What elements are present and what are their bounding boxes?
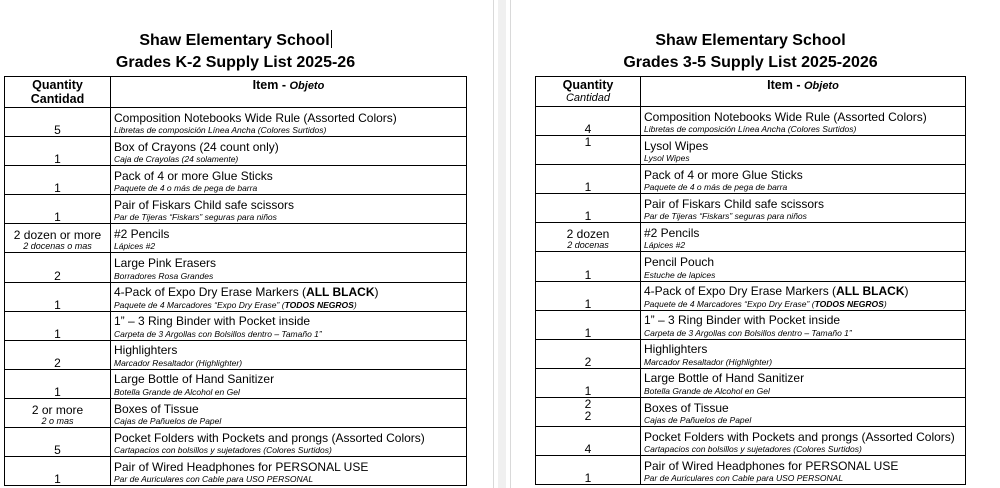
table-row (5, 428, 467, 457)
quantity-value: 1 (584, 296, 592, 311)
item-cell (641, 194, 966, 223)
quantity-value: 4 (584, 122, 592, 137)
item-name-es: Carpeta de 3 Argollas con Bolsillos dentro – Tamaño 1” (644, 327, 852, 338)
table-row (536, 310, 966, 339)
quantity-cell (5, 253, 111, 282)
item-cell (111, 108, 467, 137)
table-row (536, 281, 966, 310)
item-cell (641, 310, 966, 339)
item-name: 1” – 3 Ring Binder with Pocket inside (114, 315, 311, 329)
item-name: Lysol Wipes (644, 139, 709, 153)
item-name: Highlighters (114, 344, 178, 358)
quantity-cell (5, 195, 111, 224)
table-row (536, 107, 966, 136)
table-row (5, 166, 467, 195)
item-name-es: Botella Grande de Alcohol en Gel (644, 385, 770, 396)
item-cell (111, 311, 467, 340)
item-name-es: Cajas de Pañuelos de Papel (644, 415, 752, 426)
supply-list-k2 (4, 30, 467, 486)
list-title: Grades 3-5 Supply List 2025-2026 (623, 54, 878, 71)
quantity-cell (536, 339, 641, 368)
item-name: Pack of 4 or more Glue Sticks (644, 168, 803, 182)
supply-table (4, 76, 467, 486)
item-name: Pencil Pouch (644, 256, 715, 270)
quantity-value: 1 (584, 267, 592, 282)
quantity-cell (5, 398, 111, 427)
item-cell (641, 427, 966, 456)
item-name-es: Par de Tijeras “Fiskars” seguras para niños (114, 212, 277, 223)
item-name: Pocket Folders with Pockets and prongs (Assorted Colors) (644, 430, 955, 444)
quantity-value: 1 (54, 181, 61, 196)
item-cell (111, 457, 467, 486)
item-name-es: Paquete de 4 o más de pega de barra (644, 182, 788, 193)
quantity-value: 2 or more (31, 403, 84, 418)
item-name: Pair of Fiskars Child safe scissors (644, 197, 825, 211)
item-cell (111, 369, 467, 398)
item-name: 1” – 3 Ring Binder with Pocket inside (644, 314, 841, 328)
school-title: Shaw Elementary School (139, 32, 330, 49)
item-cell (641, 223, 966, 252)
quantity-cell (5, 224, 111, 253)
table-row (536, 427, 966, 456)
quantity-cell (536, 165, 641, 194)
item-name-es: Par de Tijeras “Fiskars” seguras para niños (644, 211, 807, 222)
table-row (536, 339, 966, 368)
item-name: 4-Pack of Expo Dry Erase Markers (ALL BLACK) (644, 285, 909, 299)
item-name-es: Paquete de 4 o más de pega de barra (114, 183, 258, 194)
item-name: Large Pink Erasers (114, 257, 217, 271)
item-name: Boxes of Tissue (114, 402, 199, 416)
item-name: Pair of Wired Headphones for PERSONAL USE (644, 459, 899, 473)
quantity-value: 1 (54, 384, 61, 399)
item-name: Pocket Folders with Pockets and prongs (Assorted Colors) (114, 431, 425, 445)
item-cell (111, 340, 467, 369)
item-cell (641, 136, 966, 165)
table-row (536, 223, 966, 252)
quantity-cell (5, 108, 111, 137)
quantity-cell (5, 166, 111, 195)
quantity-value: 2 dozen or more (13, 228, 102, 243)
quantity-value: 1 (54, 210, 61, 225)
item-cell (111, 428, 467, 457)
item-name: Box of Crayons (24 count only) (114, 140, 279, 154)
item-name: Boxes of Tissue (644, 401, 729, 415)
item-name-es: Par de Auriculares con Cable para USO PERSONAL (644, 473, 844, 484)
text-cursor (331, 30, 332, 48)
item-name-es: Marcador Resaltador (Highlighter) (114, 357, 243, 368)
table-row (5, 108, 467, 137)
item-name: Large Bottle of Hand Sanitizer (644, 372, 805, 386)
quantity-cell (536, 194, 641, 223)
quantity-header: Quantity Cantidad (536, 77, 641, 107)
quantity-value-es: 2 docenas (567, 240, 609, 251)
item-name-es: Caja de Crayolas (24 solamente) (114, 154, 239, 165)
item-name-es: Cartapacios con bolsillos y sujetadores (Colores Surtidos) (114, 445, 332, 456)
quantity-value: 1 (584, 325, 592, 340)
item-name-es: Paquete de 4 Marcadores “Expo Dry Erase” (TODOS NEGROS) (644, 298, 887, 309)
quantity-value: 4 (584, 442, 592, 457)
table-row (5, 457, 467, 486)
item-name-es: Par de Auriculares con Cable para USO PERSONAL (114, 474, 314, 485)
quantity-cell (536, 456, 641, 485)
item-name: Large Bottle of Hand Sanitizer (114, 373, 275, 387)
quantity-cell (5, 428, 111, 457)
quantity-value: 2 dozen (566, 227, 610, 242)
supply-rows (536, 107, 966, 485)
item-cell (111, 253, 467, 282)
table-row (536, 165, 966, 194)
table-row (536, 252, 966, 281)
item-name: Composition Notebooks Wide Rule (Assorted Colors) (644, 110, 927, 124)
quantity-cell (5, 340, 111, 369)
quantity-cell (536, 136, 641, 165)
item-cell (641, 397, 966, 426)
table-row (5, 282, 467, 311)
table-row (536, 194, 966, 223)
table-row (536, 136, 966, 165)
table-row (5, 137, 467, 166)
item-name-es: Paquete de 4 Marcadores “Expo Dry Erase” (TODOS NEGROS) (114, 299, 357, 310)
item-name: Pack of 4 or more Glue Sticks (114, 169, 273, 183)
table-row (536, 368, 966, 397)
item-name: Composition Notebooks Wide Rule (Assorted Colors) (114, 111, 397, 125)
quantity-value: 5 (54, 123, 61, 138)
supply-rows (5, 108, 467, 486)
item-cell (641, 368, 966, 397)
quantity-cell (536, 397, 641, 426)
item-name-es: Borradores Rosa Grandes (114, 270, 214, 281)
quantity-header: Quantity Cantidad (5, 77, 111, 108)
item-name-es: Libretas de composición Línea Ancha (Colores Surtidos) (644, 124, 857, 135)
item-name-es: Lysol Wipes (644, 153, 690, 164)
quantity-cell (536, 368, 641, 397)
item-cell (641, 252, 966, 281)
item-name-es: Cajas de Pañuelos de Papel (114, 416, 222, 427)
table-row (5, 369, 467, 398)
quantity-value-es: 2 o mas (41, 416, 74, 427)
quantity-value: 1 (584, 180, 592, 195)
quantity-value-es: 2 docenas o mas (23, 241, 92, 252)
item-name: 4-Pack of Expo Dry Erase Markers (ALL BLACK) (114, 286, 379, 300)
item-name: Pair of Wired Headphones for PERSONAL USE (114, 460, 369, 474)
quantity-value: 1 (54, 152, 61, 167)
item-cell (641, 165, 966, 194)
table-row (536, 397, 966, 426)
quantity-cell (5, 369, 111, 398)
quantity-cell (536, 310, 641, 339)
table-row (5, 224, 467, 253)
item-cell (111, 282, 467, 311)
item-name: Pair of Fiskars Child safe scissors (114, 198, 295, 212)
quantity-value: 1 (584, 135, 592, 150)
quantity-value: 5 (54, 443, 61, 458)
item-header: Item - Objeto (641, 77, 966, 107)
quantity-value: 2 (584, 396, 592, 411)
item-cell (111, 195, 467, 224)
quantity-cell (536, 281, 641, 310)
item-cell (641, 107, 966, 136)
quantity-value: 2 (54, 355, 61, 370)
table-row (5, 311, 467, 340)
table-row (536, 456, 966, 485)
table-row (5, 253, 467, 282)
item-name: #2 Pencils (114, 227, 170, 241)
page-gutter (493, 0, 511, 488)
quantity-cell (536, 427, 641, 456)
table-row (5, 340, 467, 369)
item-name: #2 Pencils (644, 226, 700, 240)
quantity-value-es: 2 (584, 408, 592, 423)
supply-table (535, 76, 966, 485)
quantity-cell (5, 282, 111, 311)
quantity-cell (5, 311, 111, 340)
item-header: Item - Objeto (111, 77, 467, 108)
item-name-es: Marcador Resaltador (Highlighter) (644, 356, 773, 367)
item-cell (641, 339, 966, 368)
item-name-es: Botella Grande de Alcohol en Gel (114, 386, 240, 397)
item-name-es: Lápices #2 (114, 241, 156, 252)
quantity-cell (5, 137, 111, 166)
item-name-es: Carpeta de 3 Argollas con Bolsillos dentro – Tamaño 1” (114, 328, 322, 339)
quantity-cell (536, 223, 641, 252)
item-name-es: Cartapacios con bolsillos y sujetadores (Colores Surtidos) (644, 444, 862, 455)
quantity-value: 1 (54, 472, 61, 487)
table-row (5, 398, 467, 427)
quantity-value: 2 (584, 354, 592, 369)
quantity-value: 1 (54, 326, 61, 341)
quantity-cell (536, 107, 641, 136)
table-row (5, 195, 467, 224)
quantity-value: 1 (584, 209, 592, 224)
item-name-es: Estuche de lapices (644, 269, 716, 280)
item-cell (111, 166, 467, 195)
quantity-value: 1 (584, 471, 592, 486)
item-cell (641, 456, 966, 485)
item-name-es: Lápices #2 (644, 240, 686, 251)
quantity-value: 1 (584, 383, 592, 398)
quantity-cell (536, 252, 641, 281)
quantity-cell (5, 457, 111, 486)
item-cell (111, 137, 467, 166)
quantity-value: 2 (54, 268, 61, 283)
school-title: Shaw Elementary School (655, 32, 846, 49)
item-name: Highlighters (644, 343, 708, 357)
item-cell (641, 281, 966, 310)
quantity-value: 1 (54, 297, 61, 312)
item-name-es: Libretas de composición Línea Ancha (Colores Surtidos) (114, 125, 327, 136)
item-cell (111, 398, 467, 427)
list-title: Grades K-2 Supply List 2025-26 (115, 54, 356, 71)
item-cell (111, 224, 467, 253)
supply-list-35 (535, 30, 966, 485)
